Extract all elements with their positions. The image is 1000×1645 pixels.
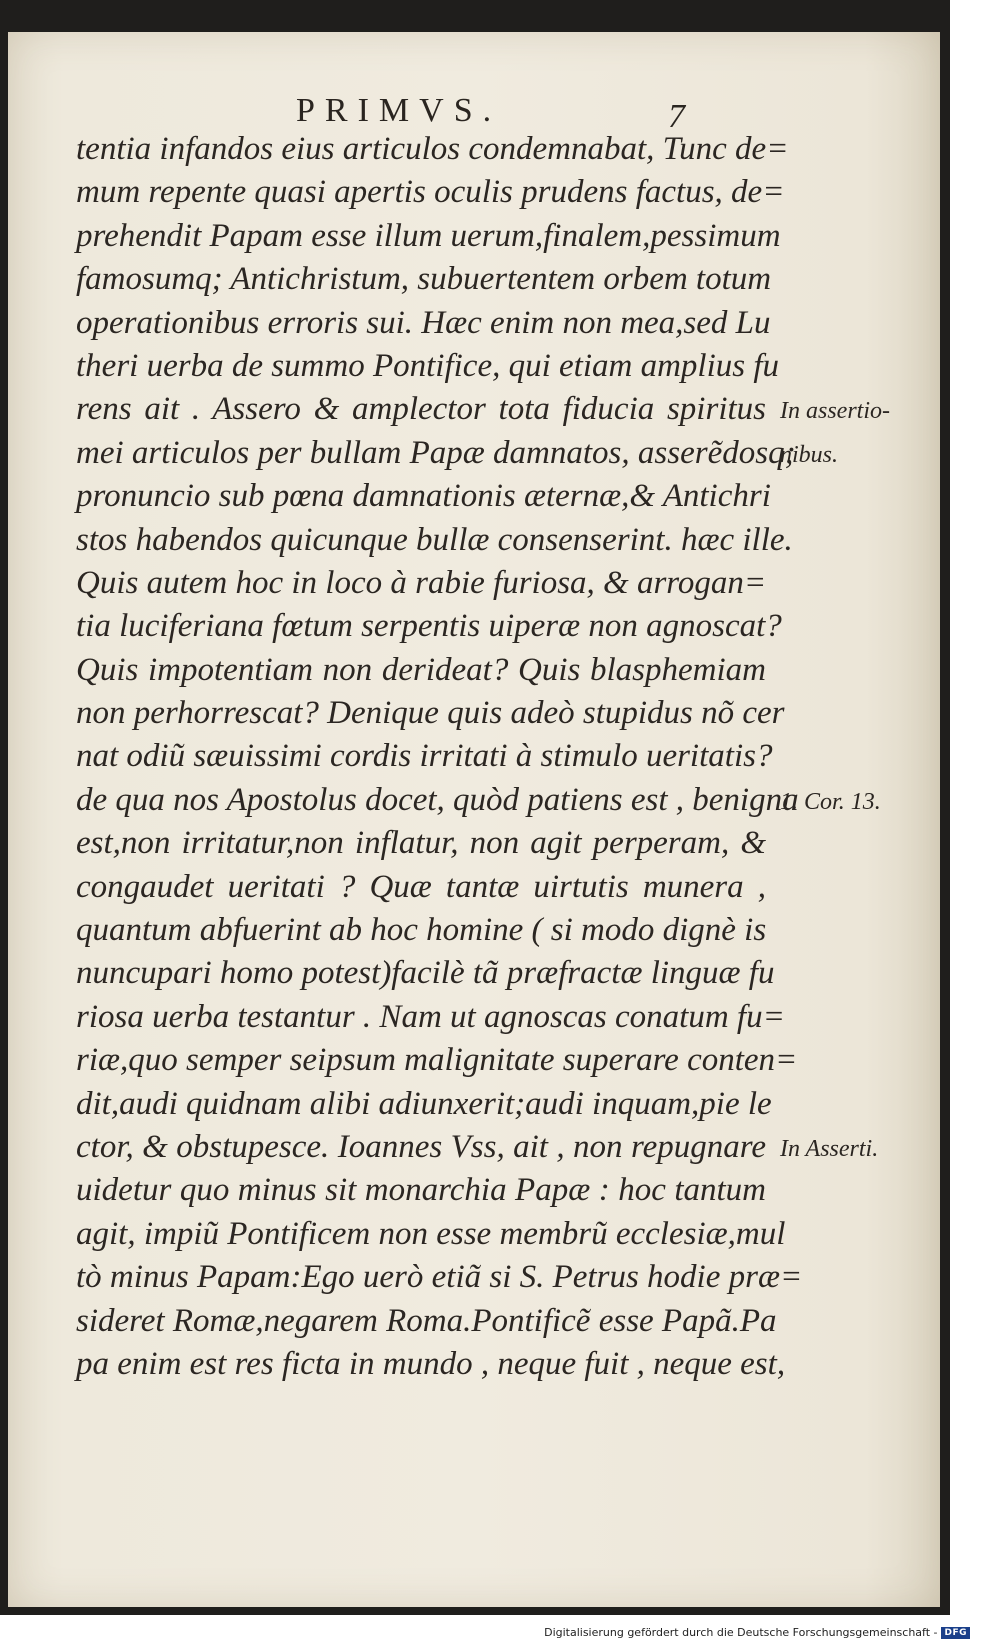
text-line: rens ait . Assero & amplector tota fiducia spiritus	[76, 391, 766, 428]
text-line: pa enim est res ficta in mundo , neque fuit , neque est,	[76, 1345, 786, 1382]
text-line: uidetur quo minus sit monarchia Papæ : hoc tantum	[76, 1172, 766, 1209]
text-line: stos habendos quicunque bullæ consenserint. hæc ille.	[76, 521, 793, 558]
text-line: prehendit Papam esse illum uerum,finalem,pessimum	[76, 217, 781, 254]
text-line: sideret Romæ,negarem Roma.Pontificẽ esse Papã.Pa	[76, 1302, 777, 1339]
text-line: de qua nos Apostolus docet, quòd patiens est , benigna	[76, 781, 799, 818]
text-line: mei articulos per bullam Papæ damnatos, asserẽdosq;	[76, 434, 796, 471]
credit-text: Digitalisierung gefördert durch die Deutsche Forschungsgemeinschaft -	[544, 1626, 938, 1639]
text-line: riosa uerba testantur . Nam ut agnoscas conatum fu=	[76, 998, 785, 1035]
text-line: operationibus erroris sui. Hæc enim non mea,sed Lu	[76, 304, 771, 341]
text-line: dit,audi quidnam alibi adiunxerit;audi inquam,pie le	[76, 1085, 772, 1122]
text-line: nat odiũ sæuissimi cordis irritati à stimulo ueritatis?	[76, 738, 773, 775]
text-line: riæ,quo semper seipsum malignitate superare conten=	[76, 1042, 798, 1079]
text-line: quantum abfuerint ab hoc homine ( si modo dignè is	[76, 912, 767, 949]
text-line: Quis impotentiam non derideat? Quis blasphemiam	[76, 651, 766, 688]
digitization-credit	[544, 1626, 970, 1639]
text-line: non perhorrescat? Denique quis adeò stupidus nõ cer	[76, 695, 785, 732]
dfg-logo: DFG	[941, 1627, 970, 1639]
margin-note: nibus.	[780, 441, 839, 468]
text-line: agit, impiũ Pontificem non esse membrũ ecclesiæ,mul	[76, 1215, 786, 1252]
body-text	[76, 128, 803, 1386]
text-line: Quis autem hoc in loco à rabie furiosa, & arrogan=	[76, 564, 767, 601]
text-line: tentia infandos eius articulos condemnabat, Tunc de=	[76, 131, 789, 167]
text-line: mum repente quasi apertis oculis prudens factus, de=	[76, 174, 785, 211]
margin-note: In Asserti.	[780, 1136, 879, 1163]
page-number: 7	[668, 98, 685, 135]
text-line: nuncupari homo potest)facilè tã præfractæ linguæ fu	[76, 955, 775, 992]
margin-note: In assertio-	[780, 398, 890, 425]
text-line: tò minus Papam:Ego uerò etiã si S. Petrus hodie præ=	[76, 1259, 803, 1296]
text-line: famosumq; Antichristum, subuertentem orbem totum	[76, 261, 772, 298]
text-line: ctor, & obstupesce. Ioannes Vss, ait , non repugnare	[76, 1128, 766, 1165]
text-line: tia luciferiana fœtum serpentis uiperæ non agnoscat?	[76, 608, 782, 645]
text-line: theri uerba de summo Pontifice, qui etiam amplius fu	[76, 347, 780, 384]
running-head: PRIMVS.	[296, 92, 502, 129]
text-line: pronuncio sub pœna damnationis æternæ,& Antichri	[76, 478, 771, 515]
text-line: est,non irritatur,non inflatur, non agit perperam, &	[76, 825, 766, 862]
text-line: congaudet ueritati ? Quæ tantæ uirtutis munera ,	[76, 868, 766, 905]
margin-note: 1. Cor. 13.	[780, 789, 881, 815]
